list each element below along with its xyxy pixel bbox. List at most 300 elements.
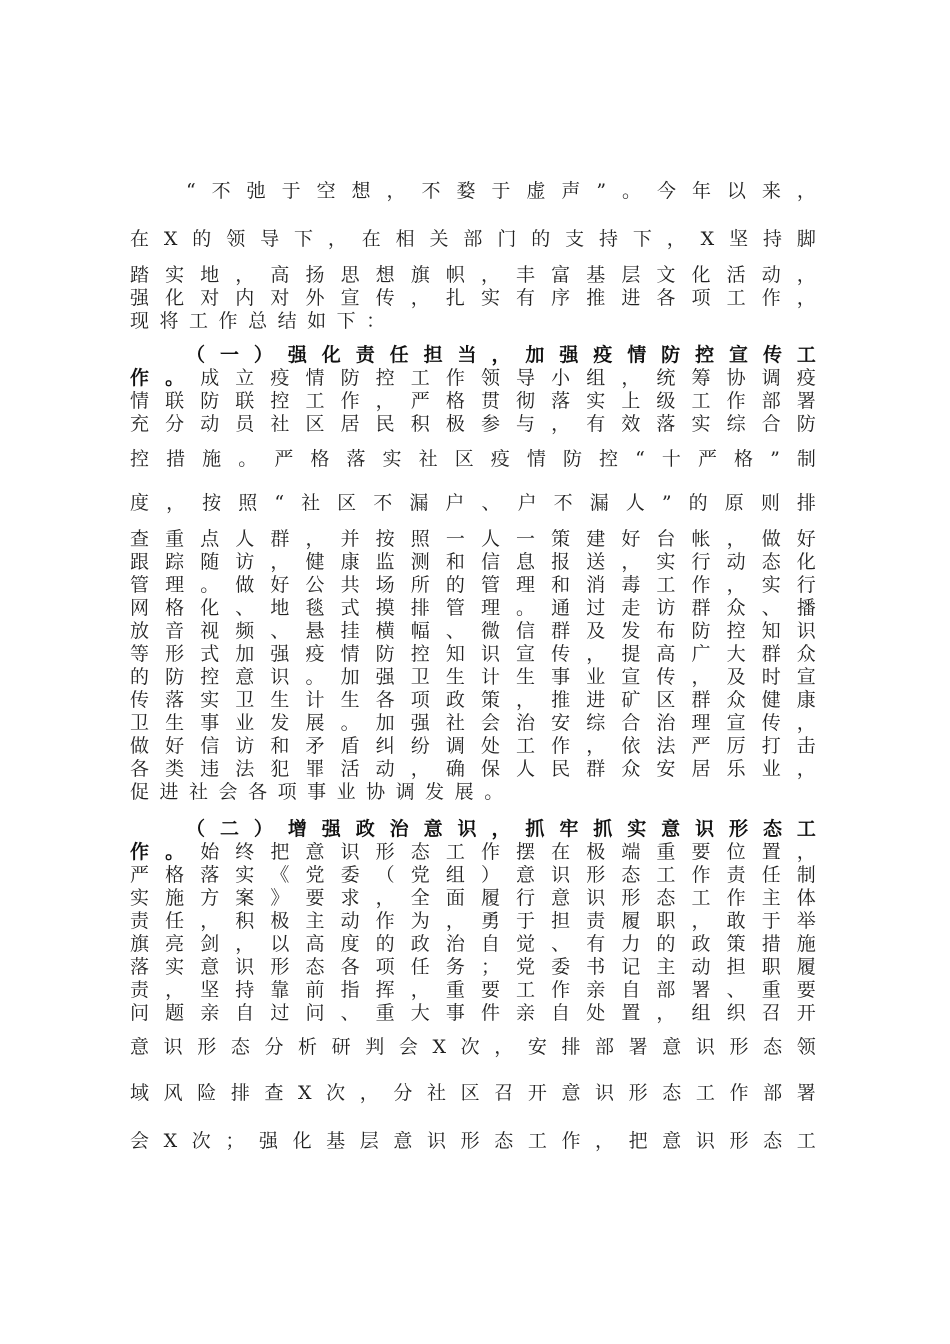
text-char: 责 (586, 910, 606, 932)
text-char: 筹 (691, 367, 711, 389)
text-char: 协 (726, 367, 746, 389)
text-char: 问 (130, 1002, 150, 1024)
text-char: 踪 (165, 551, 185, 573)
text-char: 持 (762, 228, 782, 250)
text-char: 工 (189, 310, 209, 332)
text-char: 对 (270, 287, 290, 309)
text-char: 落 (130, 956, 150, 978)
text-char: 强 (130, 287, 150, 309)
text-char: 充 (130, 413, 150, 435)
text-line (130, 887, 816, 910)
text-char: 动 (691, 956, 711, 978)
text-char: X (432, 1036, 447, 1058)
text-char: 问 (305, 1002, 325, 1024)
text-char: 疫 (490, 448, 510, 470)
text-char: 意 (662, 1130, 682, 1152)
text-char: 区 (656, 689, 676, 711)
text-char: 群 (551, 620, 571, 642)
text-char: 级 (656, 390, 676, 412)
text-char: 意 (662, 1036, 682, 1058)
text-char: 控 (695, 344, 715, 366)
text-char: 严 (274, 448, 294, 470)
text-char: 亮 (165, 933, 185, 955)
text-char: 指 (340, 979, 360, 1001)
text-char: 识 (235, 956, 255, 978)
text-line (130, 841, 816, 864)
text-char: 实 (130, 887, 150, 909)
text-char: 策 (480, 689, 500, 711)
text-char: 坚 (200, 979, 220, 1001)
text-char: ， (491, 818, 511, 840)
text-char: 摆 (516, 841, 536, 863)
text-char: 合 (761, 413, 781, 435)
text-char: 作 (691, 574, 711, 596)
text-line (130, 689, 816, 712)
text-char: 作 (761, 287, 781, 309)
text-char: （ (186, 344, 206, 366)
text-char: 联 (165, 390, 185, 412)
text-char: 亲 (516, 1002, 536, 1024)
text-char: ， (726, 528, 746, 550)
text-char: 提 (621, 643, 641, 665)
text-char: 进 (586, 689, 606, 711)
text-char: 知 (445, 643, 465, 665)
text-char: 十 (661, 448, 681, 470)
text-char: 领 (480, 367, 500, 389)
text-char: 识 (270, 666, 290, 688)
text-char: 化 (165, 287, 185, 309)
text-char: ， (796, 712, 816, 734)
text-char: 进 (159, 781, 179, 803)
text-char: 乐 (726, 758, 746, 780)
text-char: 居 (691, 758, 711, 780)
text-char: 矛 (305, 735, 325, 757)
text-char: 好 (796, 528, 816, 550)
text-char: 加 (340, 666, 360, 688)
text-char: 工 (796, 1130, 816, 1152)
text-char: 持 (598, 228, 618, 250)
text-char: 实 (200, 689, 220, 711)
text-char: 积 (410, 413, 430, 435)
text-char: 召 (761, 1002, 781, 1024)
text-char: 工 (527, 1130, 547, 1152)
text-char: 众 (726, 689, 746, 711)
text-char: 识 (796, 620, 816, 642)
text-char: 与 (516, 413, 536, 435)
text-char: 格 (165, 864, 185, 886)
text-char: 会 (218, 781, 238, 803)
text-char: 小 (551, 367, 571, 389)
text-char: 员 (235, 413, 255, 435)
text-char: 端 (621, 841, 641, 863)
text-char: 卫 (235, 689, 255, 711)
text-char: 丰 (516, 264, 536, 286)
text-char: 动 (375, 758, 395, 780)
text-char: 态 (230, 1036, 250, 1058)
text-char: 、 (235, 597, 255, 619)
text-char: 群 (761, 643, 781, 665)
text-line (130, 492, 816, 515)
text-char: 项 (277, 781, 297, 803)
text-char: 抓 (525, 818, 545, 840)
text-char: 任 (389, 344, 409, 366)
text-char: ， (691, 666, 711, 688)
text-char: 署 (628, 1036, 648, 1058)
text-char: ， (305, 528, 325, 550)
text-char: 情 (305, 367, 325, 389)
text-char: 法 (656, 735, 676, 757)
text-char: 上 (621, 390, 641, 412)
text-char: 台 (656, 528, 676, 550)
text-char: 形 (729, 1036, 749, 1058)
text-char: ， (586, 643, 606, 665)
text-char: 虚 (526, 180, 546, 202)
text-char: ： (366, 310, 386, 332)
text-char: 剑 (200, 933, 220, 955)
text-char: 政 (691, 933, 711, 955)
text-char: 人 (516, 758, 536, 780)
text-char: 横 (375, 620, 395, 642)
text-char: 的 (445, 574, 465, 596)
text-char: 。 (165, 841, 185, 863)
text-char: 控 (726, 620, 746, 642)
text-char: 生 (165, 712, 185, 734)
text-char: 抓 (593, 818, 613, 840)
text-char: 工 (305, 390, 325, 412)
text-char: 。 (484, 781, 504, 803)
text-char: 书 (586, 956, 606, 978)
text-char: 工 (445, 841, 465, 863)
text-char: 防 (562, 448, 582, 470)
text-char: 各 (340, 956, 360, 978)
text-char: 大 (410, 1002, 430, 1024)
text-char: 次 (191, 1130, 211, 1152)
text-char: 亲 (200, 1002, 220, 1024)
text-char: 立 (235, 367, 255, 389)
text-char: 做 (235, 574, 255, 596)
text-line (130, 574, 816, 597)
text-char: 求 (340, 887, 360, 909)
text-char: 形 (165, 643, 185, 665)
text-char: 空 (316, 180, 336, 202)
text-char: 力 (621, 933, 641, 955)
text-char: 大 (726, 643, 746, 665)
text-char: 加 (235, 643, 255, 665)
text-char: 不 (211, 180, 231, 202)
text-char: 管 (445, 597, 465, 619)
text-char: 策 (551, 528, 571, 550)
text-char: 民 (375, 413, 395, 435)
text-char: 任 (761, 864, 781, 886)
text-char: 于 (516, 910, 536, 932)
text-char: 高 (305, 933, 325, 955)
text-char: 漏 (409, 492, 429, 514)
text-line (130, 758, 816, 781)
text-char: 好 (270, 574, 290, 596)
text-char: 打 (761, 735, 781, 757)
text-char: 当 (457, 344, 477, 366)
text-char: ， (410, 758, 430, 780)
text-char: 基 (326, 1130, 346, 1152)
text-char: 一 (219, 344, 239, 366)
text-char: 查 (130, 528, 150, 550)
text-char: 治 (516, 712, 536, 734)
text-char: 社 (189, 781, 209, 803)
text-char: 播 (796, 597, 816, 619)
text-char: 帜 (445, 264, 465, 286)
text-char: 想 (375, 264, 395, 286)
text-line (130, 551, 816, 574)
text-char: 亲 (586, 979, 606, 1001)
text-char: 、 (445, 620, 465, 642)
text-char: 识 (427, 1130, 447, 1152)
text-char: 项 (691, 287, 711, 309)
text-char: 、 (551, 933, 571, 955)
text-char: ， (586, 735, 606, 757)
text-char: 息 (516, 551, 536, 573)
text-char: ） (253, 344, 273, 366)
text-char: 于 (761, 910, 781, 932)
text-char: 格 (310, 448, 330, 470)
text-char: 来 (761, 180, 781, 202)
text-char: 终 (235, 841, 255, 863)
text-char: 传 (375, 287, 395, 309)
text-char: 强 (258, 1130, 278, 1152)
text-char: 思 (340, 264, 360, 286)
text-char: 法 (235, 758, 255, 780)
text-char: 判 (365, 1036, 385, 1058)
text-char: 。 (200, 574, 220, 596)
text-char: 网 (130, 597, 150, 619)
text-char: 活 (340, 758, 360, 780)
text-char: 意 (561, 1082, 581, 1104)
text-char: 消 (586, 574, 606, 596)
text-char: 及 (586, 620, 606, 642)
text-char: 担 (726, 956, 746, 978)
text-char: 组 (445, 864, 465, 886)
text-char: ， (445, 910, 465, 932)
text-char: 效 (621, 413, 641, 435)
text-char: 疫 (305, 643, 325, 665)
text-char: 排 (230, 1082, 250, 1104)
text-char: 悬 (305, 620, 325, 642)
text-char: 事 (551, 666, 571, 688)
text-char: ， (666, 228, 686, 250)
text-char: 作 (130, 367, 150, 389)
text-char: 时 (761, 666, 781, 688)
text-char: 处 (586, 1002, 606, 1024)
text-char: 作 (445, 367, 465, 389)
text-char: 形 (621, 887, 641, 909)
text-char: ” (596, 180, 607, 202)
text-char: ， (656, 1002, 676, 1024)
text-char: 自 (480, 933, 500, 955)
text-char: 频 (235, 620, 255, 642)
text-char: 、 (340, 1002, 360, 1024)
text-char: 犯 (270, 758, 290, 780)
text-char: 按 (375, 528, 395, 550)
text-char: 漏 (589, 492, 609, 514)
text-char: 实 (165, 956, 185, 978)
text-char: 极 (586, 841, 606, 863)
text-char: 动 (726, 551, 746, 573)
text-char: 及 (726, 666, 746, 688)
text-char: 于 (491, 180, 511, 202)
text-char: 实 (656, 551, 676, 573)
text-char: 治 (389, 818, 409, 840)
text-char: 态 (761, 551, 781, 573)
text-char: 把 (270, 841, 290, 863)
text-char: 实 (627, 818, 647, 840)
text-char: 过 (270, 1002, 290, 1024)
text-char: 部 (761, 390, 781, 412)
text-char: 。 (516, 597, 536, 619)
text-char: 情 (340, 643, 360, 665)
text-char: 会 (130, 1130, 150, 1152)
text-char: ， (595, 1130, 615, 1152)
text-char: 控 (130, 448, 150, 470)
text-char: 态 (662, 1082, 682, 1104)
text-char: 防 (165, 666, 185, 688)
text-char: 自 (621, 979, 641, 1001)
text-char: 施 (202, 448, 222, 470)
text-char: 参 (480, 413, 500, 435)
text-char: 业 (336, 781, 356, 803)
text-line (130, 1082, 816, 1105)
text-char: X (163, 1130, 178, 1152)
text-char: 态 (410, 841, 430, 863)
text-char: 题 (165, 1002, 185, 1024)
section-heading-2 (186, 818, 816, 841)
text-line (130, 956, 816, 979)
text-char: 态 (494, 1130, 514, 1152)
text-line (130, 979, 816, 1002)
text-char: 活 (726, 264, 746, 286)
text-char: 积 (235, 910, 255, 932)
text-char: ） (480, 864, 500, 886)
text-char: 区 (305, 413, 325, 435)
text-char: 的 (656, 933, 676, 955)
text-char: 实 (235, 864, 255, 886)
text-char: 人 (235, 528, 255, 550)
text-char: 意 (305, 841, 325, 863)
text-char: 彻 (516, 390, 536, 412)
text-char: 情 (130, 390, 150, 412)
text-char: 层 (359, 1130, 379, 1152)
text-char: 坚 (729, 228, 749, 250)
text-char: 有 (516, 287, 536, 309)
text-char: 查 (264, 1082, 284, 1104)
text-char: 强 (321, 818, 341, 840)
text-char: 部 (656, 979, 676, 1001)
text-char: 信 (516, 620, 536, 642)
text-char: ， (796, 758, 816, 780)
text-char: 于 (281, 180, 301, 202)
text-char: 关 (429, 228, 449, 250)
text-char: 形 (270, 956, 290, 978)
text-char: ） (253, 818, 273, 840)
text-char: 识 (695, 818, 715, 840)
text-char: 众 (621, 758, 641, 780)
text-char: 要 (305, 887, 325, 909)
text-char: 责 (355, 344, 375, 366)
text-char: 调 (395, 781, 415, 803)
text-char: 形 (375, 841, 395, 863)
text-char: 党 (516, 956, 536, 978)
text-char: 部 (763, 1082, 783, 1104)
text-char: 担 (551, 910, 571, 932)
text-char: 业 (586, 666, 606, 688)
text-char: 严 (697, 448, 717, 470)
text-char: 动 (200, 413, 220, 435)
text-char: 下 (336, 310, 356, 332)
text-char: 作 (130, 841, 150, 863)
text-char: 类 (165, 758, 185, 780)
text-char: 召 (494, 1082, 514, 1104)
text-char: ， (726, 574, 746, 596)
text-char: 跟 (130, 551, 150, 573)
text-char: 分 (165, 413, 185, 435)
text-char: 依 (621, 735, 641, 757)
text-char: 化 (292, 1130, 312, 1152)
text-char: ， (691, 910, 711, 932)
text-char: 总 (248, 310, 268, 332)
text-char: 好 (621, 528, 641, 550)
text-char: 下 (632, 228, 652, 250)
text-char: 的 (531, 228, 551, 250)
text-char: 情 (526, 448, 546, 470)
text-char: 生 (445, 666, 465, 688)
text-char: 放 (130, 620, 150, 642)
text-char: 方 (200, 887, 220, 909)
text-char: 式 (200, 643, 220, 665)
text-char: 要 (480, 979, 500, 1001)
text-char: ， (796, 287, 816, 309)
text-char: 自 (235, 1002, 255, 1024)
text-char: 实 (761, 574, 781, 596)
text-char: 传 (761, 712, 781, 734)
text-char: 实 (382, 448, 402, 470)
text-char: 高 (656, 643, 676, 665)
text-char: 信 (480, 551, 500, 573)
text-char: 会 (398, 1036, 418, 1058)
text-char: 项 (410, 689, 430, 711)
text-char: 旗 (410, 264, 430, 286)
text-char: 态 (305, 956, 325, 978)
text-char: 。 (238, 448, 258, 470)
text-char: 意 (393, 1130, 413, 1152)
text-char: 报 (551, 551, 571, 573)
text-char: 纠 (375, 735, 395, 757)
text-line (130, 1002, 816, 1025)
text-char: ” (770, 448, 780, 470)
text-char: 实 (691, 413, 711, 435)
text-char: 防 (375, 643, 395, 665)
text-char: 层 (621, 264, 641, 286)
text-char: 结 (277, 310, 297, 332)
text-char: ， (491, 344, 511, 366)
text-char: 、 (481, 492, 501, 514)
text-char: 署 (796, 1082, 816, 1104)
text-char: 工 (691, 887, 711, 909)
text-line (130, 910, 816, 933)
text-char: 共 (340, 574, 360, 596)
text-char: 举 (796, 910, 816, 932)
text-char: 确 (445, 758, 465, 780)
text-char: 在 (551, 841, 571, 863)
text-char: 部 (463, 228, 483, 250)
text-char: 次 (326, 1082, 346, 1104)
